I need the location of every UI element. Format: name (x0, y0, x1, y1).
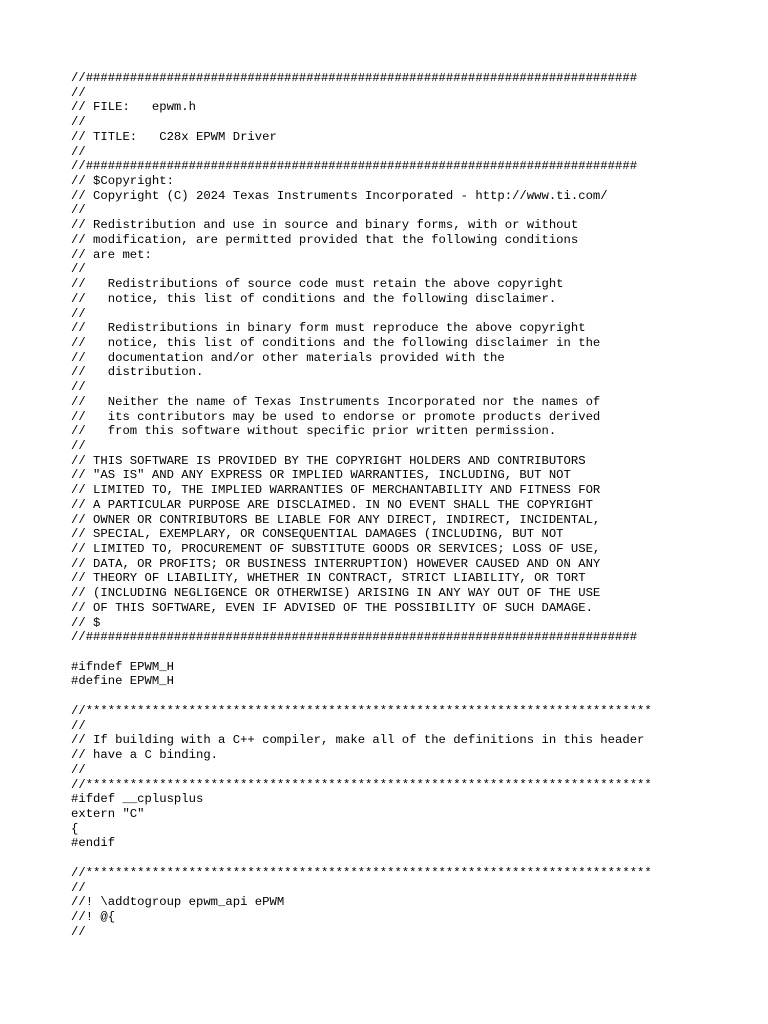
comment-line: // have a C binding. (71, 748, 219, 763)
comment-line: // SPECIAL, EXEMPLARY, OR CONSEQUENTIAL DAMAGES (INCLUDING, BUT NOT (71, 527, 564, 542)
preprocessor-line: #endif (71, 836, 116, 851)
comment-line: // (71, 115, 86, 130)
comment-line: // LIMITED TO, PROCUREMENT OF SUBSTITUTE GOODS OR SERVICES; LOSS OF USE, (71, 542, 601, 556)
blank-line (71, 645, 761, 660)
blank-line (71, 851, 761, 866)
comment-line: // are met: (71, 247, 152, 262)
comment-line: // (71, 144, 86, 159)
preprocessor-line: #define EPWM_H (71, 674, 174, 689)
comment-line: // (71, 924, 86, 939)
comment-line: //***************************************************************************** (71, 865, 652, 880)
comment-line: // (71, 438, 86, 453)
comment-line: // THIS SOFTWARE IS PROVIDED BY THE COPYRIGHT HOLDERS AND CONTRIBUTORS (71, 453, 586, 468)
source-code-listing (71, 71, 761, 939)
comment-line: //########################################################################### (71, 71, 638, 85)
comment-line: //########################################################################### (71, 159, 638, 174)
comment-line: // (71, 718, 86, 733)
comment-line: // (71, 380, 86, 395)
comment-line: // (71, 85, 86, 100)
comment-line: // $ (71, 615, 101, 630)
comment-line: // OF THIS SOFTWARE, EVEN IF ADVISED OF THE POSSIBILITY OF SUCH DAMAGE. (71, 600, 593, 615)
comment-line: // distribution. (71, 365, 204, 380)
comment-line: // (71, 762, 86, 777)
comment-line: // from this software without specific prior written permission. (71, 424, 557, 439)
comment-line: // modification, are permitted provided that the following conditions (71, 232, 579, 247)
comment-line: // (71, 262, 86, 277)
comment-line: // documentation and/or other materials provided with the (71, 350, 505, 365)
blank-line (71, 689, 761, 704)
comment-line: // THEORY OF LIABILITY, WHETHER IN CONTRACT, STRICT LIABILITY, OR TORT (71, 571, 586, 586)
comment-line: //########################################################################### (71, 630, 638, 645)
comment-line: // Copyright (C) 2024 Texas Instruments Incorporated - http://www.ti.com/ (71, 188, 608, 203)
preprocessor-line: #ifndef EPWM_H (71, 659, 174, 674)
comment-line: // (71, 306, 86, 321)
comment-line: // OWNER OR CONTRIBUTORS BE LIABLE FOR ANY DIRECT, INDIRECT, INCIDENTAL, (71, 512, 601, 527)
comment-line: // (71, 880, 86, 895)
preprocessor-line: #ifdef __cplusplus (71, 792, 204, 807)
comment-line: // Redistribution and use in source and binary forms, with or without (71, 218, 579, 233)
comment-line: // A PARTICULAR PURPOSE ARE DISCLAIMED. IN NO EVENT SHALL THE COPYRIGHT (71, 497, 593, 512)
comment-line: // LIMITED TO, THE IMPLIED WARRANTIES OF MERCHANTABILITY AND FITNESS FOR (71, 483, 601, 498)
comment-line: // notice, this list of conditions and the following disclaimer. (71, 291, 557, 306)
comment-line: // (71, 203, 86, 218)
comment-line: // notice, this list of conditions and the following disclaimer in the (71, 335, 601, 350)
comment-line: // Neither the name of Texas Instruments Incorporated nor the names of (71, 394, 601, 409)
comment-line: //***************************************************************************** (71, 703, 652, 718)
comment-line: // Redistributions of source code must retain the above copyright (71, 277, 564, 292)
comment-line: // If building with a C++ compiler, make all of the definitions in this header (71, 733, 645, 748)
comment-line: // (INCLUDING NEGLIGENCE OR OTHERWISE) ARISING IN ANY WAY OUT OF THE USE (71, 586, 601, 601)
comment-line: // its contributors may be used to endorse or promote products derived (71, 409, 601, 424)
comment-line: // $Copyright: (71, 174, 174, 189)
comment-line: //! @{ (71, 909, 116, 924)
code-line: extern "C" (71, 806, 145, 821)
code-line: { (71, 821, 79, 836)
comment-line: // FILE: epwm.h (71, 100, 196, 115)
comment-line: // DATA, OR PROFITS; OR BUSINESS INTERRUPTION) HOWEVER CAUSED AND ON ANY (71, 556, 601, 571)
comment-line: //! \addtogroup epwm_api ePWM (71, 895, 285, 910)
comment-line: // TITLE: C28x EPWM Driver (71, 129, 277, 144)
comment-line: // Redistributions in binary form must reproduce the above copyright (71, 321, 586, 336)
comment-line: //***************************************************************************** (71, 777, 652, 792)
comment-line: // "AS IS" AND ANY EXPRESS OR IMPLIED WARRANTIES, INCLUDING, BUT NOT (71, 468, 571, 483)
